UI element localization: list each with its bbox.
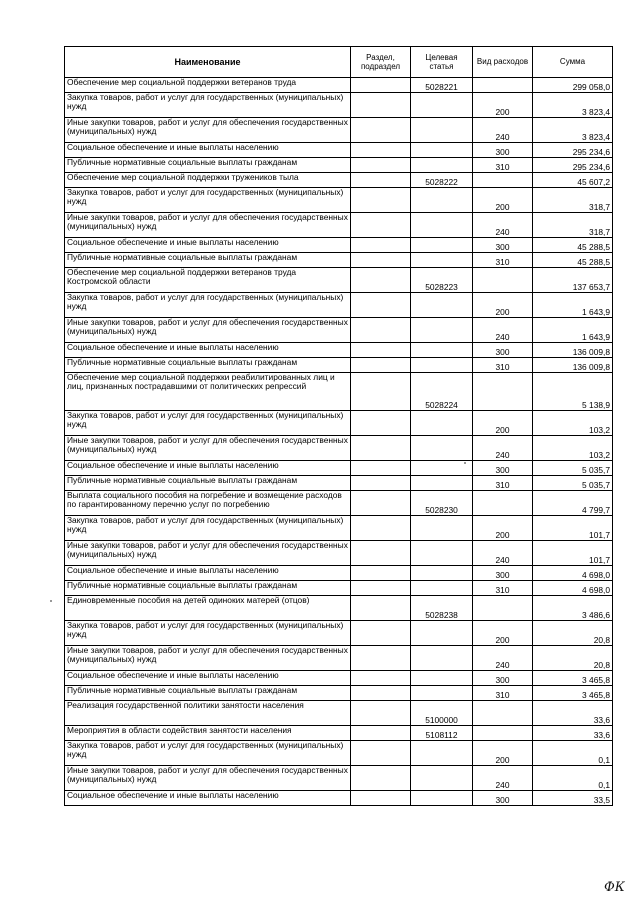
table-row [65, 461, 613, 476]
target-cell [411, 118, 473, 143]
section-cell [351, 476, 411, 491]
amount-cell: 3 823,4 [533, 118, 613, 143]
header-name: Наименование [65, 47, 351, 78]
amount-cell: 20,8 [533, 621, 613, 646]
table-row [65, 476, 613, 491]
table-row [65, 158, 613, 173]
amount-cell: 5 035,7 [533, 461, 613, 476]
amount-cell: 5 035,7 [533, 476, 613, 491]
amount-cell: 0,1 [533, 741, 613, 766]
section-cell [351, 173, 411, 188]
amount-cell: 33,6 [533, 726, 613, 741]
table-row [65, 253, 613, 268]
name-cell: Публичные нормативные социальные выплаты гражданам [65, 686, 351, 701]
name-cell: Закупка товаров, работ и услуг для государственных (муниципальных) нужд [65, 516, 351, 541]
expense-type-cell: 300 [473, 566, 533, 581]
table-body [65, 78, 613, 806]
amount-cell: 4 698,0 [533, 566, 613, 581]
expense-type-cell: 240 [473, 646, 533, 671]
table-row [65, 213, 613, 238]
target-cell [411, 671, 473, 686]
name-cell: Закупка товаров, работ и услуг для государственных (муниципальных) нужд [65, 741, 351, 766]
expense-type-cell: 310 [473, 476, 533, 491]
name-cell: Закупка товаров, работ и услуг для государственных (муниципальных) нужд [65, 188, 351, 213]
amount-cell: 136 009,8 [533, 358, 613, 373]
amount-cell: 136 009,8 [533, 343, 613, 358]
target-cell [411, 293, 473, 318]
name-cell: Иные закупки товаров, работ и услуг для обеспечения государственных (муниципальных) нужд [65, 118, 351, 143]
amount-cell: 3 465,8 [533, 686, 613, 701]
section-cell [351, 516, 411, 541]
section-cell [351, 188, 411, 213]
section-cell [351, 701, 411, 726]
section-cell [351, 461, 411, 476]
name-cell: Закупка товаров, работ и услуг для государственных (муниципальных) нужд [65, 621, 351, 646]
name-cell: Социальное обеспечение и иные выплаты населению [65, 671, 351, 686]
table-row [65, 293, 613, 318]
table-row [65, 436, 613, 461]
target-cell [411, 791, 473, 806]
scan-dot [464, 462, 466, 464]
section-cell [351, 686, 411, 701]
table-row [65, 78, 613, 93]
table-header [65, 47, 613, 78]
amount-cell: 4 698,0 [533, 581, 613, 596]
target-cell [411, 188, 473, 213]
section-cell [351, 343, 411, 358]
name-cell: Социальное обеспечение и иные выплаты населению [65, 343, 351, 358]
name-cell: Закупка товаров, работ и услуг для государственных (муниципальных) нужд [65, 293, 351, 318]
expense-type-cell [473, 726, 533, 741]
section-cell [351, 436, 411, 461]
table-row [65, 686, 613, 701]
table-row [65, 188, 613, 213]
target-cell: 5108112 [411, 726, 473, 741]
expense-type-cell [473, 173, 533, 188]
expense-type-cell: 240 [473, 118, 533, 143]
target-cell [411, 541, 473, 566]
table-row [65, 491, 613, 516]
header-amount: Сумма [533, 47, 613, 78]
table-row [65, 173, 613, 188]
section-cell [351, 213, 411, 238]
target-cell [411, 143, 473, 158]
target-cell [411, 318, 473, 343]
name-cell: Социальное обеспечение и иные выплаты населению [65, 238, 351, 253]
table-row [65, 343, 613, 358]
section-cell [351, 596, 411, 621]
table-row [65, 791, 613, 806]
table-row [65, 143, 613, 158]
name-cell: Единовременные пособия на детей одиноких матерей (отцов) [65, 596, 351, 621]
section-cell [351, 78, 411, 93]
expense-type-cell: 310 [473, 581, 533, 596]
header-expense-type: Вид расходов [473, 47, 533, 78]
header-row [65, 47, 613, 78]
section-cell [351, 118, 411, 143]
expense-type-cell: 300 [473, 791, 533, 806]
amount-cell: 20,8 [533, 646, 613, 671]
target-cell: 5028224 [411, 373, 473, 411]
expense-type-cell: 200 [473, 621, 533, 646]
section-cell [351, 358, 411, 373]
target-cell: 5028238 [411, 596, 473, 621]
target-cell [411, 516, 473, 541]
amount-cell: 45 288,5 [533, 238, 613, 253]
table-row [65, 671, 613, 686]
section-cell [351, 158, 411, 173]
table-row [65, 118, 613, 143]
expense-type-cell: 310 [473, 686, 533, 701]
target-cell: 5028221 [411, 78, 473, 93]
table-row [65, 318, 613, 343]
section-cell [351, 411, 411, 436]
target-cell [411, 581, 473, 596]
amount-cell: 295 234,6 [533, 143, 613, 158]
section-cell [351, 238, 411, 253]
name-cell: Иные закупки товаров, работ и услуг для обеспечения государственных (муниципальных) нужд [65, 436, 351, 461]
expense-type-cell [473, 701, 533, 726]
name-cell: Социальное обеспечение и иные выплаты населению [65, 143, 351, 158]
section-cell [351, 766, 411, 791]
target-cell: 5100000 [411, 701, 473, 726]
target-cell [411, 158, 473, 173]
expense-type-cell: 200 [473, 411, 533, 436]
expense-type-cell [473, 373, 533, 411]
expense-type-cell [473, 268, 533, 293]
target-cell [411, 436, 473, 461]
table-row [65, 621, 613, 646]
section-cell [351, 373, 411, 411]
amount-cell: 5 138,9 [533, 373, 613, 411]
name-cell: Социальное обеспечение и иные выплаты населению [65, 791, 351, 806]
table-row [65, 516, 613, 541]
expense-type-cell: 240 [473, 213, 533, 238]
amount-cell: 137 653,7 [533, 268, 613, 293]
amount-cell: 3 486,6 [533, 596, 613, 621]
table-row [65, 93, 613, 118]
name-cell: Реализация государственной политики занятости населения [65, 701, 351, 726]
budget-table [64, 46, 613, 806]
expense-type-cell: 240 [473, 541, 533, 566]
target-cell [411, 253, 473, 268]
name-cell: Иные закупки товаров, работ и услуг для обеспечения государственных (муниципальных) нужд [65, 646, 351, 671]
table-row [65, 358, 613, 373]
amount-cell: 103,2 [533, 411, 613, 436]
name-cell: Публичные нормативные социальные выплаты гражданам [65, 158, 351, 173]
target-cell [411, 766, 473, 791]
table-row [65, 741, 613, 766]
section-cell [351, 93, 411, 118]
target-cell [411, 566, 473, 581]
name-cell: Закупка товаров, работ и услуг для государственных (муниципальных) нужд [65, 411, 351, 436]
amount-cell: 318,7 [533, 188, 613, 213]
header-section: Раздел, подраздел [351, 47, 411, 78]
expense-type-cell [473, 596, 533, 621]
name-cell: Иные закупки товаров, работ и услуг для обеспечения государственных (муниципальных) нужд [65, 766, 351, 791]
target-cell [411, 411, 473, 436]
target-cell [411, 646, 473, 671]
target-cell [411, 686, 473, 701]
section-cell [351, 621, 411, 646]
section-cell [351, 726, 411, 741]
section-cell [351, 566, 411, 581]
table-row [65, 566, 613, 581]
handwritten-initials: ФК [604, 880, 625, 895]
amount-cell: 33,6 [533, 701, 613, 726]
expense-type-cell: 200 [473, 741, 533, 766]
section-cell [351, 541, 411, 566]
target-cell: 5028222 [411, 173, 473, 188]
name-cell: Публичные нормативные социальные выплаты гражданам [65, 476, 351, 491]
expense-type-cell: 240 [473, 318, 533, 343]
name-cell: Обеспечение мер социальной поддержки тружеников тыла [65, 173, 351, 188]
table-row [65, 238, 613, 253]
expense-type-cell: 300 [473, 461, 533, 476]
expense-type-cell [473, 491, 533, 516]
expense-type-cell: 300 [473, 343, 533, 358]
name-cell: Обеспечение мер социальной поддержки ветеранов труда [65, 78, 351, 93]
target-cell: 5028223 [411, 268, 473, 293]
amount-cell: 4 799,7 [533, 491, 613, 516]
amount-cell: 101,7 [533, 516, 613, 541]
section-cell [351, 741, 411, 766]
section-cell [351, 491, 411, 516]
expense-type-cell: 300 [473, 671, 533, 686]
amount-cell: 1 643,9 [533, 293, 613, 318]
section-cell [351, 253, 411, 268]
name-cell: Иные закупки товаров, работ и услуг для обеспечения государственных (муниципальных) нужд [65, 541, 351, 566]
table-row [65, 646, 613, 671]
section-cell [351, 318, 411, 343]
name-cell: Социальное обеспечение и иные выплаты населению [65, 461, 351, 476]
name-cell: Обеспечение мер социальной поддержки реабилитированных лиц и лиц, признанных пострадавшими от политических репрессий [65, 373, 351, 411]
amount-cell: 318,7 [533, 213, 613, 238]
expense-type-cell: 310 [473, 158, 533, 173]
target-cell: 5028230 [411, 491, 473, 516]
table-row [65, 541, 613, 566]
amount-cell: 103,2 [533, 436, 613, 461]
name-cell: Иные закупки товаров, работ и услуг для обеспечения государственных (муниципальных) нужд [65, 213, 351, 238]
amount-cell: 3 823,4 [533, 93, 613, 118]
name-cell: Выплата социального пособия на погребение и возмещение расходов по гарантированному перечню услуг по погребению [65, 491, 351, 516]
target-cell [411, 213, 473, 238]
amount-cell: 1 643,9 [533, 318, 613, 343]
amount-cell: 45 288,5 [533, 253, 613, 268]
target-cell [411, 476, 473, 491]
table-row [65, 268, 613, 293]
expense-type-cell: 200 [473, 188, 533, 213]
target-cell [411, 93, 473, 118]
table-row [65, 373, 613, 411]
section-cell [351, 268, 411, 293]
table-row [65, 596, 613, 621]
section-cell [351, 143, 411, 158]
expense-type-cell: 310 [473, 358, 533, 373]
expense-type-cell: 310 [473, 253, 533, 268]
expense-type-cell: 200 [473, 516, 533, 541]
name-cell: Закупка товаров, работ и услуг для государственных (муниципальных) нужд [65, 93, 351, 118]
table-row [65, 411, 613, 436]
target-cell [411, 358, 473, 373]
target-cell [411, 621, 473, 646]
expense-type-cell: 200 [473, 93, 533, 118]
target-cell [411, 343, 473, 358]
table-row [65, 701, 613, 726]
target-cell [411, 238, 473, 253]
name-cell: Обеспечение мер социальной поддержки ветеранов труда Костромской области [65, 268, 351, 293]
expense-type-cell: 240 [473, 766, 533, 791]
amount-cell: 45 607,2 [533, 173, 613, 188]
header-target: Целевая статья [411, 47, 473, 78]
scan-dot [50, 600, 52, 602]
section-cell [351, 646, 411, 671]
expense-type-cell: 300 [473, 238, 533, 253]
table-row [65, 726, 613, 741]
expense-type-cell: 300 [473, 143, 533, 158]
section-cell [351, 581, 411, 596]
name-cell: Мероприятия в области содействия занятости населения [65, 726, 351, 741]
name-cell: Иные закупки товаров, работ и услуг для обеспечения государственных (муниципальных) нужд [65, 318, 351, 343]
target-cell [411, 741, 473, 766]
table-row [65, 766, 613, 791]
expense-type-cell: 200 [473, 293, 533, 318]
amount-cell: 295 234,6 [533, 158, 613, 173]
amount-cell: 101,7 [533, 541, 613, 566]
expense-type-cell [473, 78, 533, 93]
amount-cell: 0,1 [533, 766, 613, 791]
amount-cell: 3 465,8 [533, 671, 613, 686]
table-row [65, 581, 613, 596]
section-cell [351, 671, 411, 686]
expense-type-cell: 240 [473, 436, 533, 461]
section-cell [351, 293, 411, 318]
name-cell: Публичные нормативные социальные выплаты гражданам [65, 253, 351, 268]
section-cell [351, 791, 411, 806]
amount-cell: 299 058,0 [533, 78, 613, 93]
name-cell: Публичные нормативные социальные выплаты гражданам [65, 581, 351, 596]
name-cell: Публичные нормативные социальные выплаты гражданам [65, 358, 351, 373]
amount-cell: 33,5 [533, 791, 613, 806]
name-cell: Социальное обеспечение и иные выплаты населению [65, 566, 351, 581]
